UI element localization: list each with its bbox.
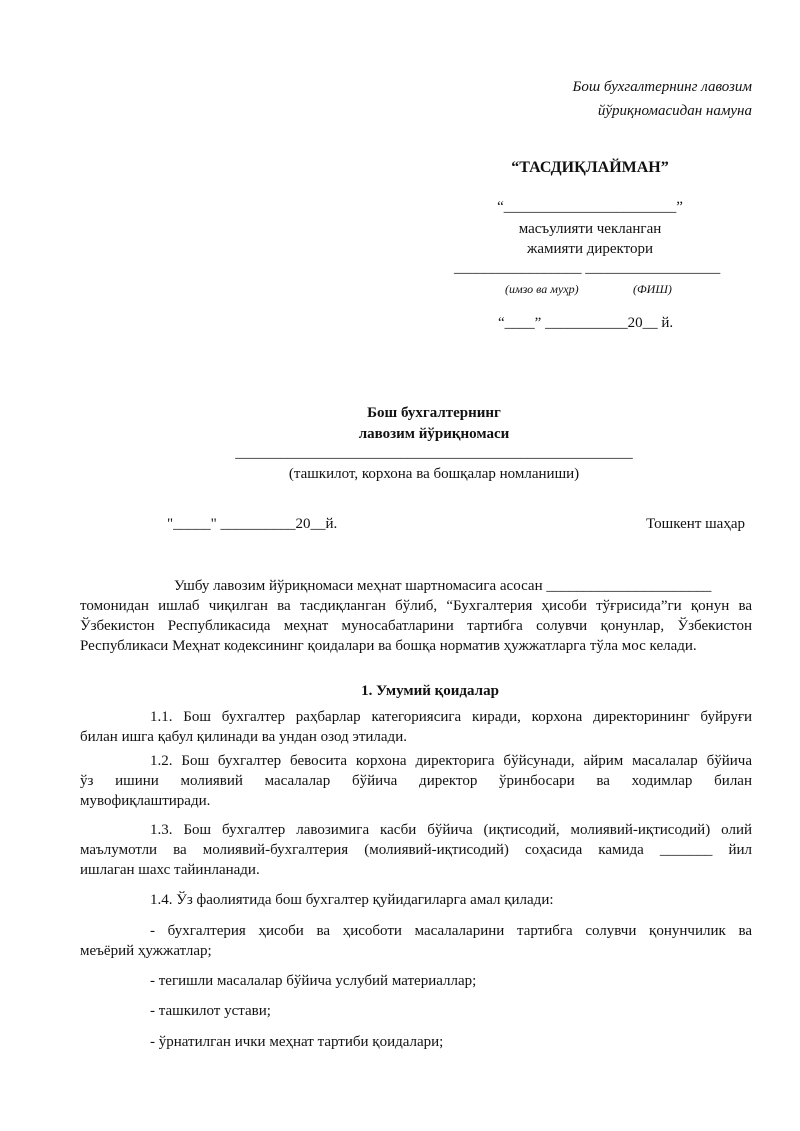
fio-caption: (ФИШ) [633,282,672,296]
approval-company-blank: “_______________________” [497,199,683,215]
approval-title: “ТАСДИҚЛАЙМАН” [511,159,669,176]
signature-caption: (имзо ва муҳр) [505,282,579,296]
clause-1-2-line3: мувофиқлаштиради. [80,793,211,809]
section-heading: 1. Умумий қоидалар [361,683,499,699]
organization-name-blank: _____________________________________________________ [235,445,633,461]
header-note-line1: Бош бухгалтернинг лавозим [572,79,752,95]
list-item-accounting-laws-line2: меъёрий ҳужжатлар; [80,943,212,959]
doc-title-line2: лавозим йўриқномаси [358,426,510,442]
intro-line3: Ўзбекистон Республикасида меҳнат муносабатларини тартибга солувчи қонунлар, Ўзбекистон [80,618,752,634]
list-item-charter: - ташкилот устави; [150,1003,271,1019]
organization-name-caption: (ташкилот, корхона ва бошқалар номланиши) [288,466,580,482]
approval-org-line1: масъулияти чекланган [518,221,662,237]
intro-line2: томонидан ишлаб чиқилган ва тасдиқланган бўлиб, “Бухгалтерия ҳисоби тўғрисида”ги қонун ва [80,598,752,614]
clause-1-2-line1: 1.2. Бош бухгалтер бевосита корхона директорига бўйсунади, айрим масалалар бўйича [150,753,752,769]
approval-org-line2: жамияти директори [526,241,654,257]
clause-1-1-line2: билан ишга қабул қилинади ва ундан озод этилади. [80,729,407,745]
intro-line1: Ушбу лавозим йўриқномаси меҳнат шартномасига асосан ______________________ [174,578,712,594]
header-note-line2: йўриқномасидан намуна [597,103,752,119]
list-item-internal-rules: - ўрнатилган ички меҳнат тартиби қоидалари; [150,1034,444,1050]
clause-1-1-line1: 1.1. Бош бухгалтер раҳбарлар категориясига киради, корхона директорининг буйруғи [150,709,752,725]
clause-1-2-line2: ўз ишини молиявий масалалар бўйича директор ўринбосари ва ходимлар билан [80,773,752,789]
intro-line4: Республикаси Меҳнат кодексининг қоидалари ва бошқа норматив ҳужжатларга тўла мос келади. [80,638,697,654]
document-date: "_____" __________20__й. [167,516,338,532]
clause-1-4: 1.4. Ўз фаолиятида бош бухгалтер қуйидагиларга амал қилади: [150,892,554,908]
approval-signature-line: _________________ __________________ [454,260,721,276]
list-item-methodological-materials: - тегишли масалалар бўйича услубий материаллар; [150,973,477,989]
approval-date-line: “____” ___________20__ й. [498,315,674,331]
clause-1-3-line3: ишлаган шахс тайинланади. [80,862,260,878]
document-city: Тошкент шаҳар [646,516,745,532]
list-item-accounting-laws-line1: - бухгалтерия ҳисоби ва ҳисоботи масалаларини тартибга солувчи қонунчилик ва [150,923,752,939]
clause-1-3-line2: маълумотли ва молиявий-бухгалтерия (молиявий-иқтисодий) соҳасида камида _______ йил [80,842,752,858]
doc-title-line1: Бош бухгалтернинг [367,405,501,421]
clause-1-3-line1: 1.3. Бош бухгалтер лавозимига касби бўйича (иқтисодий, молиявий-иқтисодий) олий [150,822,752,838]
